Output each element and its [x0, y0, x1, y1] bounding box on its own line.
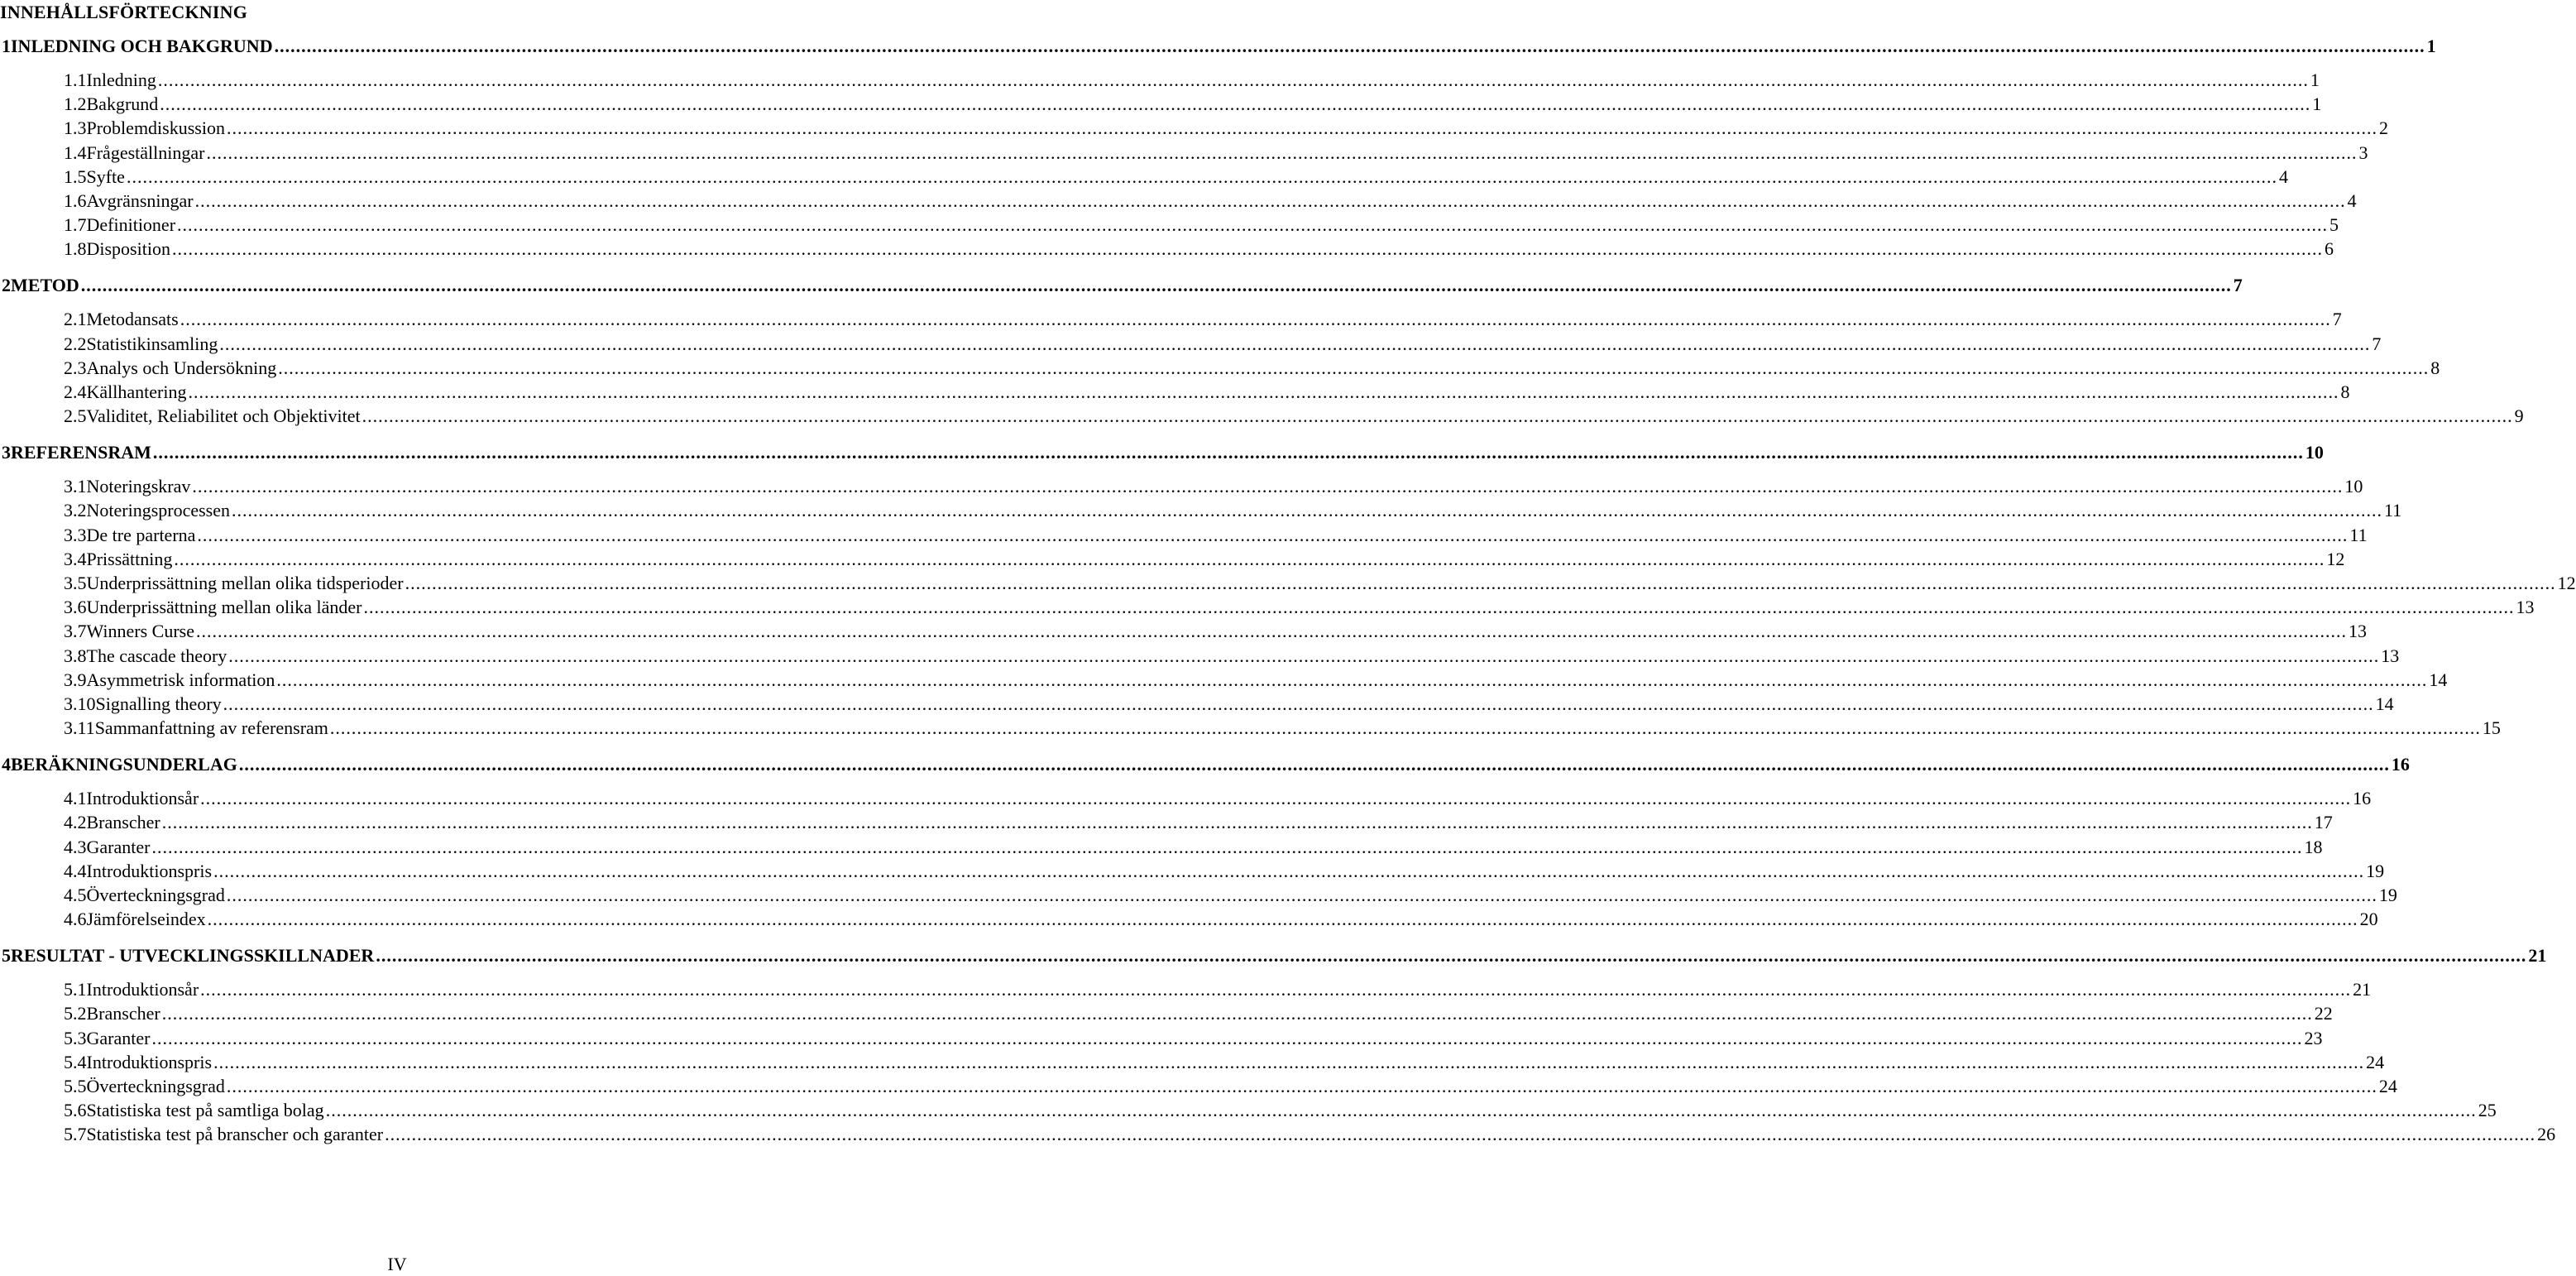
toc-dot-leader: ................................................................................................................................................................................................................................................................................................................................................................................................................ — [188, 381, 2339, 402]
toc-entry-page: 1 — [2426, 36, 2436, 56]
toc-entry-title: Asymmetrisk information — [86, 669, 275, 690]
toc-entry-title: Statistiska test på samtliga bolag — [86, 1100, 324, 1120]
toc-entry-title: INLEDNING OCH BAKGRUND — [11, 36, 273, 56]
toc-entry-title: Källhantering — [86, 381, 187, 402]
toc-entry-title: Statistikinsamling — [86, 333, 218, 354]
toc-entry-page: 9 — [2514, 405, 2524, 426]
toc-entry-page: 21 — [2528, 945, 2547, 966]
toc-entry-page: 4 — [2347, 190, 2357, 211]
toc-entry-page: 21 — [2353, 979, 2372, 1000]
toc-entry-page: 10 — [2305, 442, 2324, 463]
toc-entry-title: Inledning — [86, 70, 156, 90]
toc-dot-leader: ................................................................................................................................................................................................................................................................................................................................................................................................................ — [152, 442, 2304, 463]
toc-entry-number: 2 — [2, 275, 11, 295]
toc-dot-leader: ................................................................................................................................................................................................................................................................................................................................................................................................................ — [213, 1052, 2365, 1072]
toc-entry-title: Syfte — [86, 166, 125, 187]
toc-entry-number: 1.7 — [64, 214, 87, 235]
toc-entry-number: 2.4 — [64, 381, 87, 402]
toc-dot-leader: ................................................................................................................................................................................................................................................................................................................................................................................................................ — [226, 118, 2377, 138]
toc-entry-title: Noteringskrav — [86, 476, 191, 496]
toc-entry-page: 7 — [2332, 309, 2342, 329]
toc-dot-leader: ................................................................................................................................................................................................................................................................................................................................................................................................................ — [200, 788, 2352, 808]
toc-entry-page: 23 — [2304, 1028, 2323, 1048]
toc-entry-page: 14 — [2375, 693, 2394, 714]
toc-dot-leader: ................................................................................................................................................................................................................................................................................................................................................................................................................ — [195, 621, 2347, 641]
toc-dot-leader: ................................................................................................................................................................................................................................................................................................................................................................................................................ — [174, 549, 2325, 569]
toc-entry-title: Överteckningsgrad — [86, 1076, 225, 1096]
toc-entry-page: 13 — [2516, 597, 2535, 617]
toc-dot-leader: ................................................................................................................................................................................................................................................................................................................................................................................................................ — [206, 142, 2358, 163]
toc-entry-page: 2 — [2378, 118, 2388, 138]
toc-entry-title: Problemdiskussion — [86, 118, 225, 138]
toc-entry-number: 3.8 — [64, 645, 87, 666]
toc-section-entry[interactable] — [0, 596, 2535, 619]
toc-chapter-entry[interactable] — [0, 441, 2324, 464]
toc-section-entry[interactable] — [0, 836, 2323, 859]
toc-section-entry[interactable] — [0, 645, 2400, 668]
toc-section-entry[interactable] — [0, 142, 2368, 165]
toc-entry-title: Bakgrund — [86, 94, 159, 114]
toc-entry-title: Analys och Undersökning — [86, 357, 277, 378]
toc-section-entry[interactable] — [0, 669, 2448, 692]
toc-entry-page: 22 — [2314, 1003, 2333, 1024]
toc-dot-leader: ................................................................................................................................................................................................................................................................................................................................................................................................................ — [278, 357, 2430, 378]
toc-section-entry[interactable] — [0, 1051, 2385, 1074]
toc-dot-leader: ................................................................................................................................................................................................................................................................................................................................................................................................................ — [192, 476, 2344, 496]
toc-entry-number: 1.3 — [64, 118, 87, 138]
toc-dot-leader: ................................................................................................................................................................................................................................................................................................................................................................................................................ — [160, 94, 2311, 114]
toc-section-entry[interactable] — [0, 1075, 2397, 1098]
toc-entry-number: 5.2 — [64, 1003, 87, 1024]
toc-entry-page: 15 — [2482, 717, 2501, 738]
toc-chapter-entry[interactable] — [0, 753, 2410, 776]
toc-dot-leader: ................................................................................................................................................................................................................................................................................................................................................................................................................ — [151, 1028, 2303, 1048]
toc-entry-page: 7 — [2233, 275, 2243, 295]
toc-section-entry[interactable] — [0, 811, 2333, 834]
toc-chapter-entry[interactable] — [0, 35, 2436, 58]
toc-entry-page: 19 — [2366, 861, 2385, 881]
toc-section-entry[interactable] — [0, 884, 2397, 907]
toc-entry-title: Garanter — [86, 1028, 151, 1048]
toc-entry-title: Statistiska test på branscher och garanter — [86, 1124, 384, 1144]
toc-entry-page: 4 — [2278, 166, 2288, 187]
toc-entry-number: 3.11 — [64, 717, 95, 738]
toc-chapter-entry[interactable] — [0, 944, 2547, 967]
toc-entry-title: Sammanfattning av referensram — [94, 717, 328, 738]
toc-entry-page: 5 — [2329, 214, 2339, 235]
toc-dot-leader: ................................................................................................................................................................................................................................................................................................................................................................................................................ — [274, 36, 2425, 56]
toc-entry-page: 7 — [2372, 333, 2382, 354]
toc-entry-page: 12 — [2326, 549, 2345, 569]
toc-entry-number: 3.2 — [64, 500, 87, 520]
toc-entry-number: 1.8 — [64, 238, 87, 259]
toc-entry-number: 2.3 — [64, 357, 87, 378]
toc-entry-page: 19 — [2378, 885, 2397, 905]
toc-entry-number: 2.5 — [64, 405, 87, 426]
toc-entry-number: 4 — [2, 754, 11, 775]
toc-entry-page: 12 — [2557, 573, 2576, 593]
toc-section-entry[interactable] — [0, 165, 2288, 189]
toc-section-entry[interactable] — [0, 717, 2501, 740]
toc-entry-title: Signalling theory — [95, 693, 222, 714]
toc-section-entry[interactable] — [0, 405, 2524, 428]
toc-entry-number: 3 — [2, 442, 11, 463]
toc-section-entry[interactable] — [0, 237, 2334, 261]
toc-entry-page: 24 — [2366, 1052, 2385, 1072]
toc-section-entry[interactable] — [0, 524, 2368, 547]
toc-entry-title: Avgränsningar — [86, 190, 194, 211]
toc-entry-number: 4.3 — [64, 837, 87, 857]
toc-entry-number: 4.6 — [64, 909, 87, 929]
toc-entry-title: Jämförelseindex — [86, 909, 206, 929]
toc-entry-number: 1.4 — [64, 142, 87, 163]
toc-entry-page: 13 — [2381, 645, 2400, 666]
toc-entry-page: 26 — [2537, 1124, 2556, 1144]
toc-entry-number: 1.1 — [64, 70, 87, 90]
toc-entry-number: 2.1 — [64, 309, 87, 329]
toc-entry-title: Garanter — [86, 837, 151, 857]
toc-entry-title: Disposition — [86, 238, 170, 259]
toc-entry-title: Winners Curse — [86, 621, 194, 641]
toc-entry-title: Metodansats — [86, 309, 179, 329]
toc-section-entry[interactable] — [0, 548, 2345, 571]
toc-dot-leader: ................................................................................................................................................................................................................................................................................................................................................................................................................ — [276, 669, 2428, 690]
toc-dot-leader: ................................................................................................................................................................................................................................................................................................................................................................................................................ — [228, 645, 2380, 666]
toc-dot-leader: ................................................................................................................................................................................................................................................................................................................................................................................................................ — [161, 1003, 2313, 1024]
toc-entry-page: 17 — [2314, 812, 2333, 832]
toc-dot-leader: ................................................................................................................................................................................................................................................................................................................................................................................................................ — [232, 500, 2383, 520]
toc-entry-page: 6 — [2324, 238, 2334, 259]
toc-entry-page: 16 — [2391, 754, 2410, 775]
toc-section-entry[interactable] — [0, 978, 2372, 1001]
toc-entry-title: Definitioner — [86, 214, 176, 235]
toc-entry-number: 1.2 — [64, 94, 87, 114]
toc-entry-page: 8 — [2430, 357, 2440, 378]
toc-entry-title: Validitet, Reliabilitet och Objektivitet — [86, 405, 361, 426]
toc-dot-leader: ................................................................................................................................................................................................................................................................................................................................................................................................................ — [226, 1076, 2377, 1096]
toc-entry-page: 11 — [2384, 500, 2402, 520]
toc-entry-number: 1.5 — [64, 166, 87, 187]
toc-entry-title: Underprissättning mellan olika länder — [86, 597, 362, 617]
toc-entry-title: METOD — [11, 275, 79, 295]
toc-section-entry[interactable] — [0, 693, 2394, 716]
toc-section-entry[interactable] — [0, 1027, 2323, 1050]
toc-dot-leader: ................................................................................................................................................................................................................................................................................................................................................................................................................ — [238, 754, 2390, 775]
toc-dot-leader: ................................................................................................................................................................................................................................................................................................................................................................................................................ — [362, 405, 2513, 426]
toc-entry-page: 13 — [2348, 621, 2367, 641]
page-number-footer: IV — [387, 1254, 407, 1274]
toc-section-entry[interactable] — [0, 69, 2320, 92]
toc-entry-title: BERÄKNINGSUNDERLAG — [11, 754, 237, 775]
toc-section-entry[interactable] — [0, 572, 2576, 595]
toc-entry-page: 11 — [2349, 525, 2368, 545]
toc-section-entry[interactable] — [0, 189, 2357, 213]
toc-entry-title: Introduktionspris — [86, 861, 213, 881]
toc-section-entry[interactable] — [0, 1123, 2556, 1146]
toc-entry-page: 24 — [2378, 1076, 2397, 1096]
toc-entry-number: 1.6 — [64, 190, 87, 211]
toc-dot-leader: ................................................................................................................................................................................................................................................................................................................................................................................................................ — [363, 597, 2515, 617]
toc-dot-leader: ................................................................................................................................................................................................................................................................................................................................................................................................................ — [329, 717, 2481, 738]
toc-dot-leader: ................................................................................................................................................................................................................................................................................................................................................................................................................ — [405, 573, 2556, 593]
toc-entry-title: The cascade theory — [86, 645, 227, 666]
page-title: INNEHÅLLSFÖRTECKNING — [0, 2, 248, 22]
toc-section-entry[interactable] — [0, 908, 2378, 931]
toc-dot-leader: ................................................................................................................................................................................................................................................................................................................................................................................................................ — [213, 861, 2365, 881]
toc-entry-number: 4.5 — [64, 885, 87, 905]
toc-entry-page: 25 — [2478, 1100, 2497, 1120]
toc-entry-title: De tre parterna — [86, 525, 196, 545]
toc-entry-title: Noteringsprocessen — [86, 500, 231, 520]
toc-entry-number: 5 — [2, 945, 11, 966]
toc-entry-page: 10 — [2344, 476, 2363, 496]
toc-entry-title: Branscher — [86, 812, 160, 832]
toc-section-entry[interactable] — [0, 308, 2342, 331]
toc-entry-title: Underprissättning mellan olika tidsperioder — [86, 573, 404, 593]
toc-entry-number: 2.2 — [64, 333, 87, 354]
toc-entry-number: 3.10 — [64, 693, 96, 714]
toc-entry-title: Branscher — [86, 1003, 160, 1024]
toc-dot-leader: ................................................................................................................................................................................................................................................................................................................................................................................................................ — [126, 166, 2277, 187]
toc-dot-leader: ................................................................................................................................................................................................................................................................................................................................................................................................................ — [157, 70, 2309, 90]
toc-dot-leader: ................................................................................................................................................................................................................................................................................................................................................................................................................ — [151, 837, 2303, 857]
toc-entry-number: 3.3 — [64, 525, 87, 545]
toc-entry-number: 3.1 — [64, 476, 87, 496]
toc-entry-title: Introduktionsår — [86, 979, 199, 1000]
toc-entry-title: REFERENSRAM — [11, 442, 151, 463]
toc-entry-number: 1 — [2, 36, 11, 56]
toc-entry-page: 20 — [2359, 909, 2378, 929]
toc-dot-leader: ................................................................................................................................................................................................................................................................................................................................................................................................................ — [200, 979, 2352, 1000]
toc-entry-number: 3.6 — [64, 597, 87, 617]
toc-entry-page: 8 — [2340, 381, 2350, 402]
toc-dot-leader: ................................................................................................................................................................................................................................................................................................................................................................................................................ — [226, 885, 2377, 905]
toc-dot-leader: ................................................................................................................................................................................................................................................................................................................................................................................................................ — [223, 693, 2374, 714]
toc-section-entry[interactable] — [0, 475, 2363, 498]
toc-entry-number: 3.5 — [64, 573, 87, 593]
toc-section-entry[interactable] — [0, 333, 2382, 356]
toc-dot-leader: ................................................................................................................................................................................................................................................................................................................................................................................................................ — [325, 1100, 2477, 1120]
toc-section-entry[interactable] — [0, 357, 2440, 380]
toc-entry-number: 3.7 — [64, 621, 87, 641]
toc-entry-title: Prissättning — [86, 549, 173, 569]
toc-section-entry[interactable] — [0, 1099, 2497, 1122]
toc-section-entry[interactable] — [0, 499, 2402, 522]
toc-entry-page: 18 — [2304, 837, 2323, 857]
toc-dot-leader: ................................................................................................................................................................................................................................................................................................................................................................................................................ — [219, 333, 2371, 354]
toc-dot-leader: ................................................................................................................................................................................................................................................................................................................................................................................................................ — [385, 1124, 2536, 1144]
toc-entry-number: 5.6 — [64, 1100, 87, 1120]
toc-entry-number: 3.9 — [64, 669, 87, 690]
toc-dot-leader: ................................................................................................................................................................................................................................................................................................................................................................................................................ — [171, 238, 2323, 259]
toc-entry-number: 5.5 — [64, 1076, 87, 1096]
toc-entry-title: Frågeställningar — [86, 142, 205, 163]
toc-section-entry[interactable] — [0, 381, 2350, 404]
toc-section-entry[interactable] — [0, 620, 2367, 643]
toc-dot-leader: ................................................................................................................................................................................................................................................................................................................................................................................................................ — [161, 812, 2313, 832]
toc-section-entry[interactable] — [0, 213, 2339, 237]
toc-section-entry[interactable] — [0, 117, 2388, 140]
toc-dot-leader: ................................................................................................................................................................................................................................................................................................................................................................................................................ — [180, 309, 2331, 329]
toc-entry-title: RESULTAT - UTVECKLINGSSKILLNADER — [11, 945, 375, 966]
toc-section-entry[interactable] — [0, 1002, 2333, 1025]
toc-entry-title: Överteckningsgrad — [86, 885, 225, 905]
toc-entry-number: 5.7 — [64, 1124, 87, 1144]
toc-dot-leader: ................................................................................................................................................................................................................................................................................................................................................................................................................ — [197, 525, 2349, 545]
toc-chapter-entry[interactable] — [0, 274, 2243, 297]
toc-entry-page: 14 — [2429, 669, 2448, 690]
toc-entry-page: 1 — [2310, 70, 2320, 90]
toc-entry-title: Introduktionspris — [86, 1052, 213, 1072]
toc-entry-page: 16 — [2353, 788, 2372, 808]
toc-entry-title: Introduktionsår — [86, 788, 199, 808]
toc-section-entry[interactable] — [0, 93, 2322, 116]
toc-dot-leader: ................................................................................................................................................................................................................................................................................................................................................................................................................ — [80, 275, 2232, 295]
toc-entry-number: 3.4 — [64, 549, 87, 569]
toc-entry-number: 4.1 — [64, 788, 87, 808]
toc-dot-leader: ................................................................................................................................................................................................................................................................................................................................................................................................................ — [194, 190, 2346, 211]
toc-dot-leader: ................................................................................................................................................................................................................................................................................................................................................................................................................ — [376, 945, 2527, 966]
toc-dot-leader: ................................................................................................................................................................................................................................................................................................................................................................................................................ — [207, 909, 2358, 929]
toc-section-entry[interactable] — [0, 860, 2385, 883]
toc-entry-page: 3 — [2358, 142, 2368, 163]
toc-entry-number: 5.3 — [64, 1028, 87, 1048]
toc-entry-number: 5.4 — [64, 1052, 87, 1072]
toc-entry-number: 4.4 — [64, 861, 87, 881]
toc-section-entry[interactable] — [0, 787, 2372, 810]
toc-entry-page: 1 — [2312, 94, 2322, 114]
toc-entry-number: 5.1 — [64, 979, 87, 1000]
toc-dot-leader: ................................................................................................................................................................................................................................................................................................................................................................................................................ — [177, 214, 2329, 235]
toc-entry-number: 4.2 — [64, 812, 87, 832]
